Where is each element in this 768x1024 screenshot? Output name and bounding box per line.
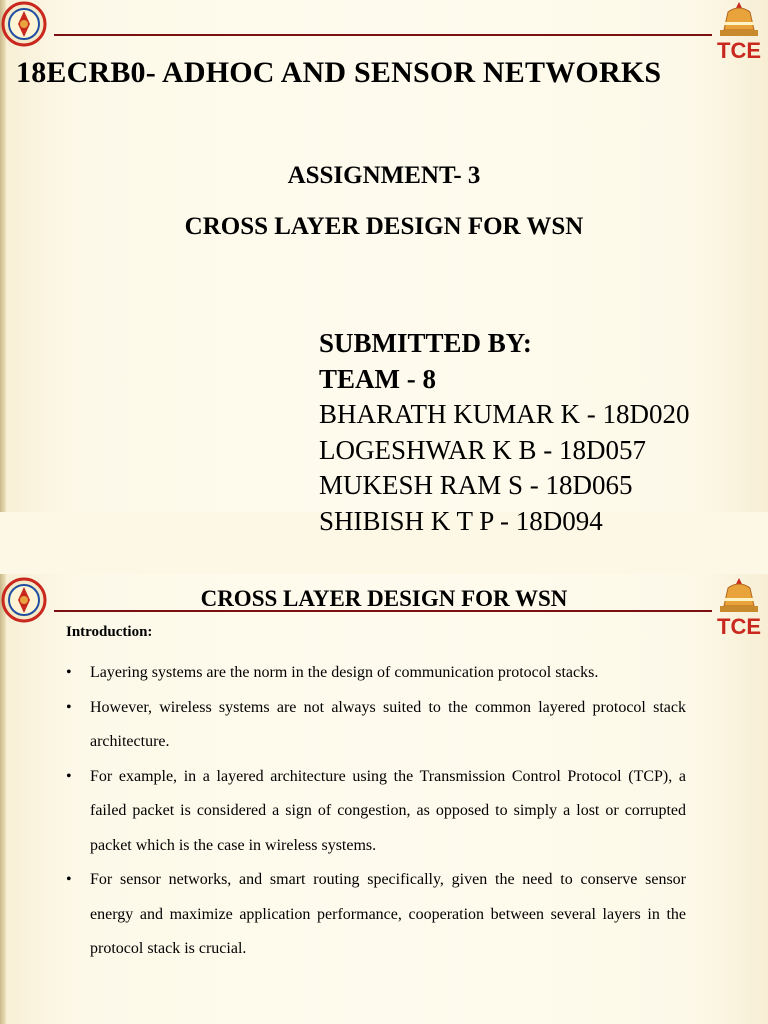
team-label: TEAM - 8 [319, 363, 436, 394]
header-rule [54, 34, 712, 36]
tce-temple-logo-icon [710, 0, 768, 62]
tce-logo-text: TCE [717, 38, 761, 63]
assignment-label: ASSIGNMENT- 3 [287, 162, 481, 189]
bullet-list [66, 656, 686, 967]
content-slide [0, 574, 768, 1024]
bullet-item: • However, wireless systems are not always suited to the common layered protocol stack architecture. [66, 691, 686, 760]
bullet-item: • For example, in a layered architecture using the Transmission Control Protocol (TCP), a failed packet is considered a sign of congestion, as opposed to simply a lost or corrupted packet which is the case in wireless systems. [66, 760, 686, 864]
tce-logo-text: TCE [717, 614, 761, 639]
member-name: SHIBISH K T P - 18D094 [319, 505, 603, 536]
submitted-by-label: SUBMITTED BY: [319, 328, 532, 358]
bullet-item: • For sensor networks, and smart routing specifically, given the need to conserve sensor energy and maximize application performance, cooperation between several layers in the protocol stack is crucial. [66, 863, 686, 967]
member-name: MUKESH RAM S - 18D065 [319, 470, 633, 500]
intro-heading: Introduction: [66, 624, 153, 640]
slide-title: CROSS LAYER DESIGN FOR WSN [200, 586, 568, 611]
slide-edge [0, 0, 6, 512]
course-title: 18ECRB0- ADHOC AND SENSOR NETWORKS [16, 56, 662, 89]
topic-title: CROSS LAYER DESIGN FOR WSN [184, 213, 584, 240]
member-name: LOGESHWAR K B - 18D057 [319, 434, 646, 465]
bullet-item: • Layering systems are the norm in the design of communication protocol stacks. [66, 656, 686, 691]
college-emblem-icon [0, 0, 48, 48]
member-name: BHARATH KUMAR K - 18D020 [319, 399, 690, 429]
slide-edge [0, 574, 6, 1024]
submission-block [319, 326, 759, 539]
